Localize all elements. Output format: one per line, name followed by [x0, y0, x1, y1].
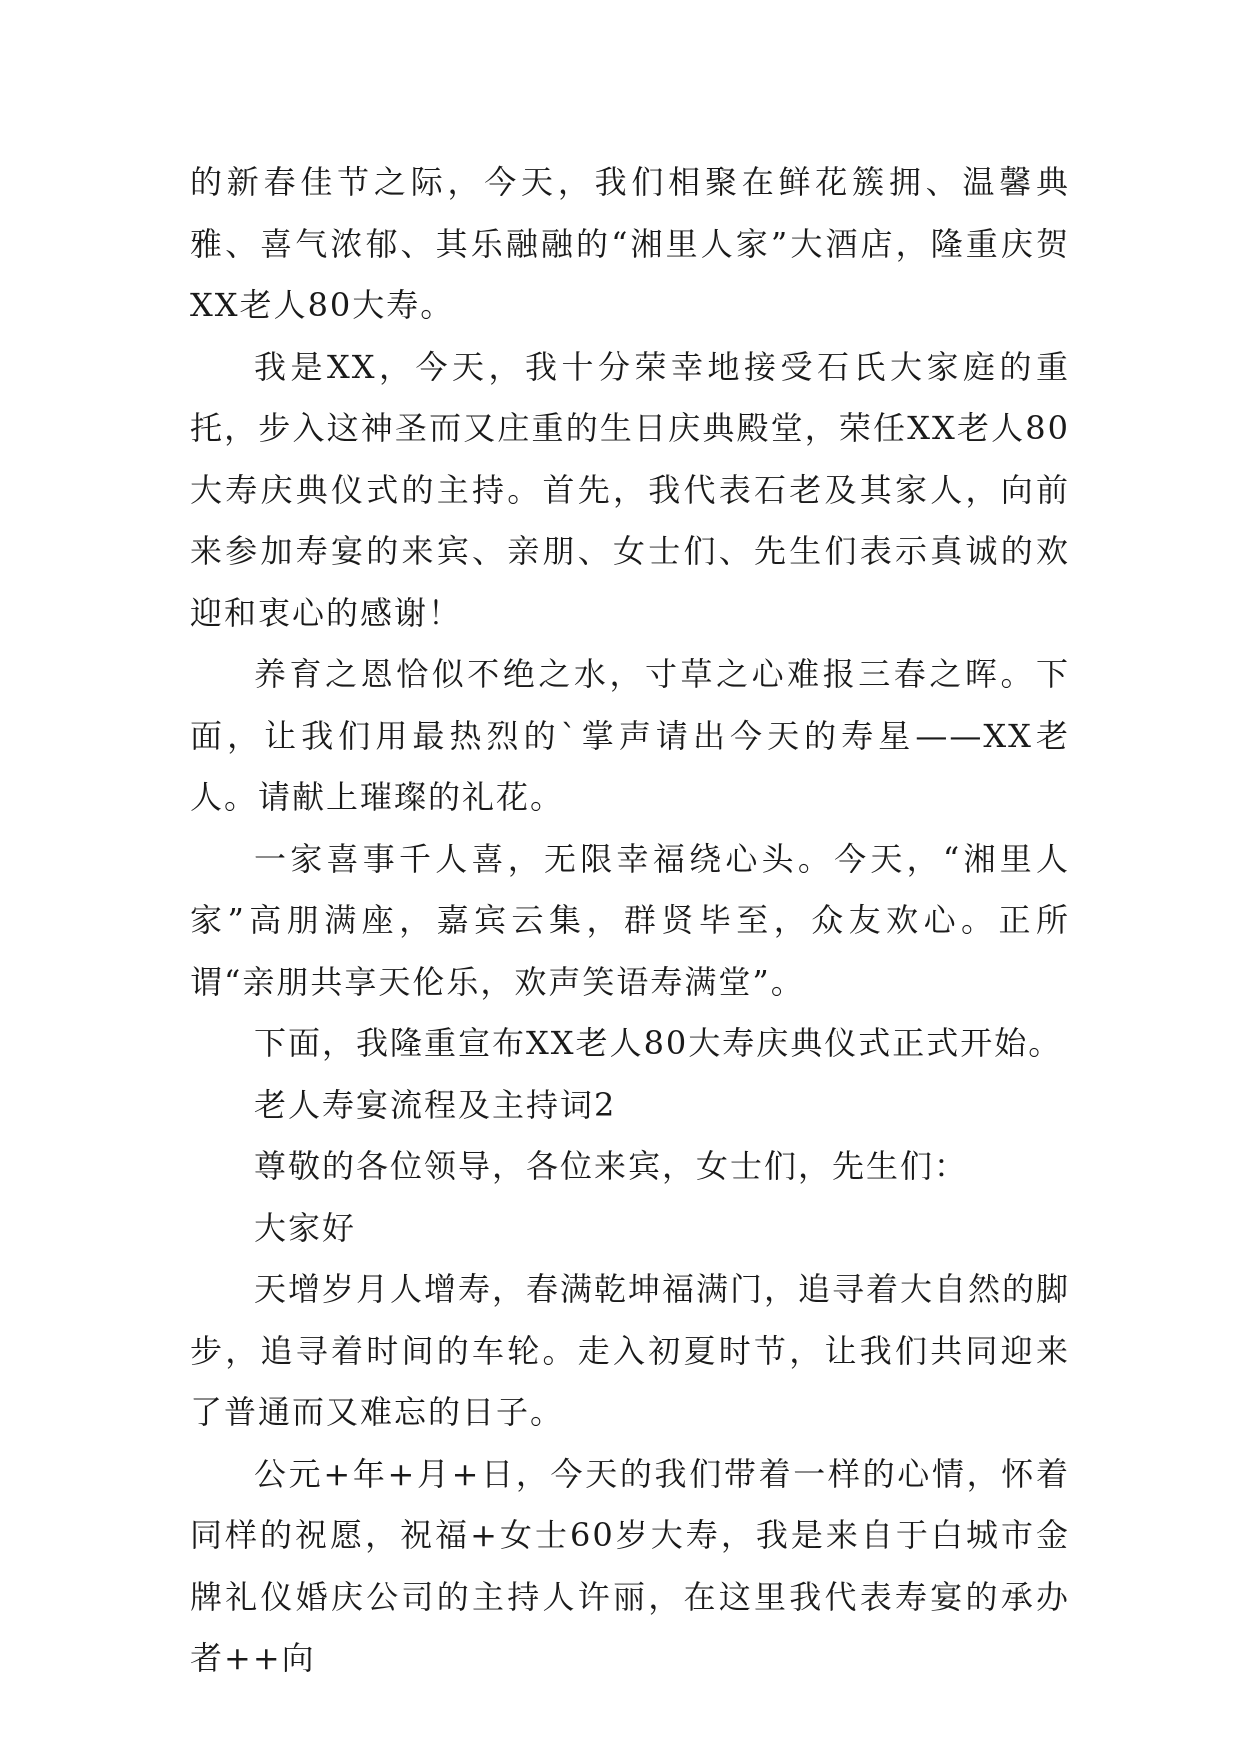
paragraph-5: 下面，我隆重宣布XX老人80大寿庆典仪式正式开始。 — [254, 1024, 1063, 1062]
paragraph-1: 的新春佳节之际，今天，我们相聚在鲜花簇拥、温馨典雅、喜气浓郁、其乐融融的“湘里人家”大酒店，隆重庆贺XX老人80大寿。 — [190, 163, 1070, 324]
section-heading: 老人寿宴流程及主持词2 — [254, 1085, 617, 1124]
paragraph-10: 公元+年+月+日，今天的我们带着一样的心情，怀着同样的祝愿，祝福+女士60岁大寿，我是来自于白城市金牌礼仪婚庆公司的主持人许丽，在这里我代表寿宴的承办者++向 — [190, 1454, 1070, 1677]
document-body — [190, 152, 1070, 1690]
paragraph-4: 一家喜事千人喜，无限幸福绕心头。今天，“湘里人家”高朋满座，嘉宾云集，群贤毕至，众友欢心。正所谓“亲朋共享天伦乐，欢声笑语寿满堂”。 — [190, 839, 1070, 1001]
paragraph-9: 天增岁月人增寿，春满乾坤福满门，追寻着大自然的脚步，追寻着时间的车轮。走入初夏时节，让我们共同迎来了普通而又难忘的日子。 — [190, 1270, 1071, 1431]
salutation: 尊敬的各位领导，各位来宾，女士们，先生们： — [254, 1147, 969, 1185]
greeting: 大家好 — [254, 1208, 357, 1247]
paragraph-2: 我是XX，今天，我十分荣幸地接受石氏大家庭的重托，步入这神圣而又庄重的生日庆典殿堂，荣任XX老人80大寿庆典仪式的主持。首先，我代表石老及其家人，向前来参加寿宴的来宾、亲朋、女士们、先生们表示真诚的欢迎和衷心的感谢！ — [190, 347, 1070, 632]
paragraph-3: 养育之恩恰似不绝之水，寸草之心难报三春之晖。下面，让我们用最热烈的`掌声请出今天的寿星——XX老人。请献上璀璨的礼花。 — [190, 655, 1070, 816]
